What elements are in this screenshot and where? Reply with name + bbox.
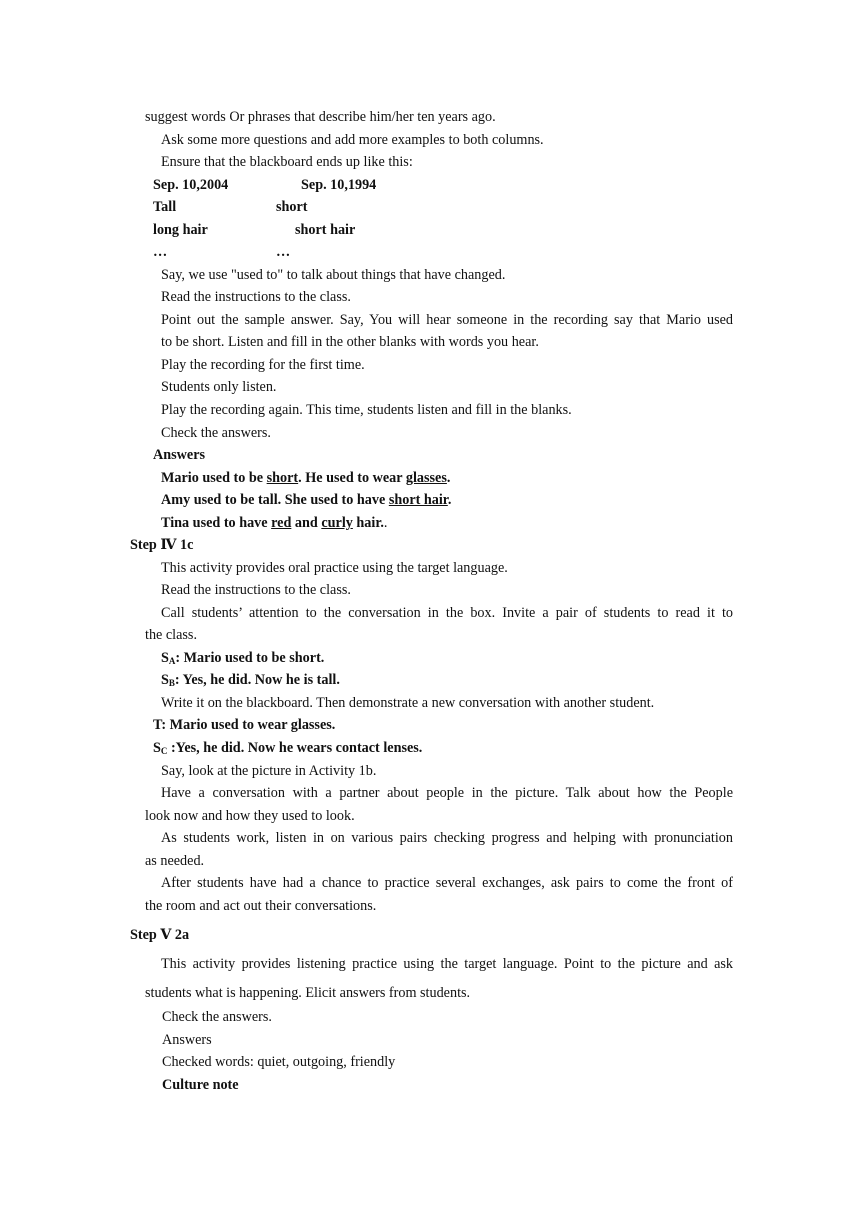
step-heading: Step Ⅳ 1c	[130, 537, 194, 553]
speaker-subscript: C	[160, 746, 168, 756]
paragraph-line: Check the answers.	[161, 425, 271, 441]
answer-text: Amy used to be tall. She used to have	[161, 492, 389, 508]
answer-line	[161, 491, 451, 509]
paragraph-line: Have a conversation with a partner about people in the picture. Talk about how the People	[161, 785, 733, 801]
paragraph-line: This activity provides oral practice using the target language.	[161, 560, 508, 576]
blackboard-cell: Tall	[153, 199, 177, 215]
answer-blank: curly	[321, 515, 353, 531]
dialogue-text: : Mario used to be short.	[175, 650, 325, 666]
paragraph-line: This activity provides listening practice using the target language. Point to the picture and ask	[161, 956, 733, 972]
answer-text: .	[447, 492, 452, 508]
answer-blank: short	[266, 470, 299, 486]
answer-text: Mario used to be	[161, 470, 267, 486]
speaker-subscript: A	[168, 656, 176, 666]
answer-text: and	[291, 515, 322, 531]
dialogue-line	[161, 671, 340, 690]
paragraph-line: suggest words Or phrases that describe him/her ten years ago.	[145, 109, 496, 125]
paragraph-line: Students only listen.	[161, 379, 277, 395]
paragraph-line: After students have had a chance to practice several exchanges, ask pairs to come the front of	[161, 875, 733, 891]
paragraph-line: Write it on the blackboard. Then demonstrate a new conversation with another student.	[161, 695, 655, 711]
answer-blank: glasses	[405, 470, 447, 486]
paragraph-line: Say, look at the picture in Activity 1b.	[161, 763, 377, 779]
answer-text: .	[446, 470, 451, 486]
blackboard-cell: …	[153, 244, 168, 260]
answer-line	[161, 514, 387, 532]
step-heading: Step Ⅴ 2a	[130, 927, 190, 943]
paragraph-line: Answers	[162, 1032, 212, 1048]
paragraph-line: Point out the sample answer. Say, You will hear someone in the recording say that Mario used	[161, 312, 733, 328]
speaker-letter: S	[161, 672, 169, 688]
paragraph-line: to be short. Listen and fill in the other blanks with words you hear.	[161, 334, 539, 350]
paragraph-line: Play the recording again. This time, students listen and fill in the blanks.	[161, 402, 572, 418]
blackboard-cell: short hair	[295, 222, 356, 238]
speaker-letter: S	[161, 650, 169, 666]
answer-text: hair.	[352, 515, 384, 531]
paragraph-line: Call students’ attention to the conversation in the box. Invite a pair of students to read it to	[161, 605, 733, 621]
answer-text: .	[383, 515, 388, 531]
blackboard-cell: …	[276, 244, 291, 260]
speaker-subscript: B	[168, 678, 175, 688]
paragraph-line: As students work, listen in on various pairs checking progress and helping with pronunciation	[161, 830, 733, 846]
answer-blank: short hair	[388, 492, 448, 508]
blackboard-cell: long hair	[153, 222, 208, 238]
paragraph-line: Ensure that the blackboard ends up like this:	[161, 154, 413, 170]
answer-text: . He used to wear	[298, 470, 406, 486]
dialogue-line: T: Mario used to wear glasses.	[153, 717, 336, 733]
paragraph-line: look now and how they used to look.	[145, 808, 355, 824]
paragraph-line: Ask some more questions and add more examples to both columns.	[161, 132, 544, 148]
answers-label: Answers	[153, 447, 206, 463]
speaker-letter: S	[153, 740, 161, 756]
dialogue-text: : Yes, he did. Now he is tall.	[174, 672, 340, 688]
paragraph-line: Check the answers.	[162, 1009, 272, 1025]
paragraph-line: Read the instructions to the class.	[161, 582, 351, 598]
dialogue-line	[161, 649, 324, 668]
paragraph-line: the room and act out their conversations.	[145, 898, 377, 914]
answer-line	[161, 469, 450, 487]
paragraph-line: Say, we use "used to" to talk about things that have changed.	[161, 267, 506, 283]
dialogue-text: :Yes, he did. Now he wears contact lenses.	[167, 740, 423, 756]
paragraph-line: students what is happening. Elicit answers from students.	[145, 985, 471, 1001]
paragraph-line: Play the recording for the first time.	[161, 357, 365, 373]
answer-blank: red	[271, 515, 292, 531]
blackboard-col1-head: Sep. 10,2004	[153, 177, 229, 193]
blackboard-cell: short	[276, 199, 308, 215]
paragraph-line: Checked words: quiet, outgoing, friendly	[162, 1054, 396, 1070]
dialogue-line	[153, 739, 422, 758]
paragraph-line: Read the instructions to the class.	[161, 289, 351, 305]
culture-note-heading: Culture note	[162, 1077, 239, 1093]
blackboard-col2-head: Sep. 10,1994	[301, 177, 377, 193]
answer-text: Tina used to have	[161, 515, 272, 531]
paragraph-line: the class.	[145, 627, 198, 643]
paragraph-line: as needed.	[145, 853, 205, 869]
